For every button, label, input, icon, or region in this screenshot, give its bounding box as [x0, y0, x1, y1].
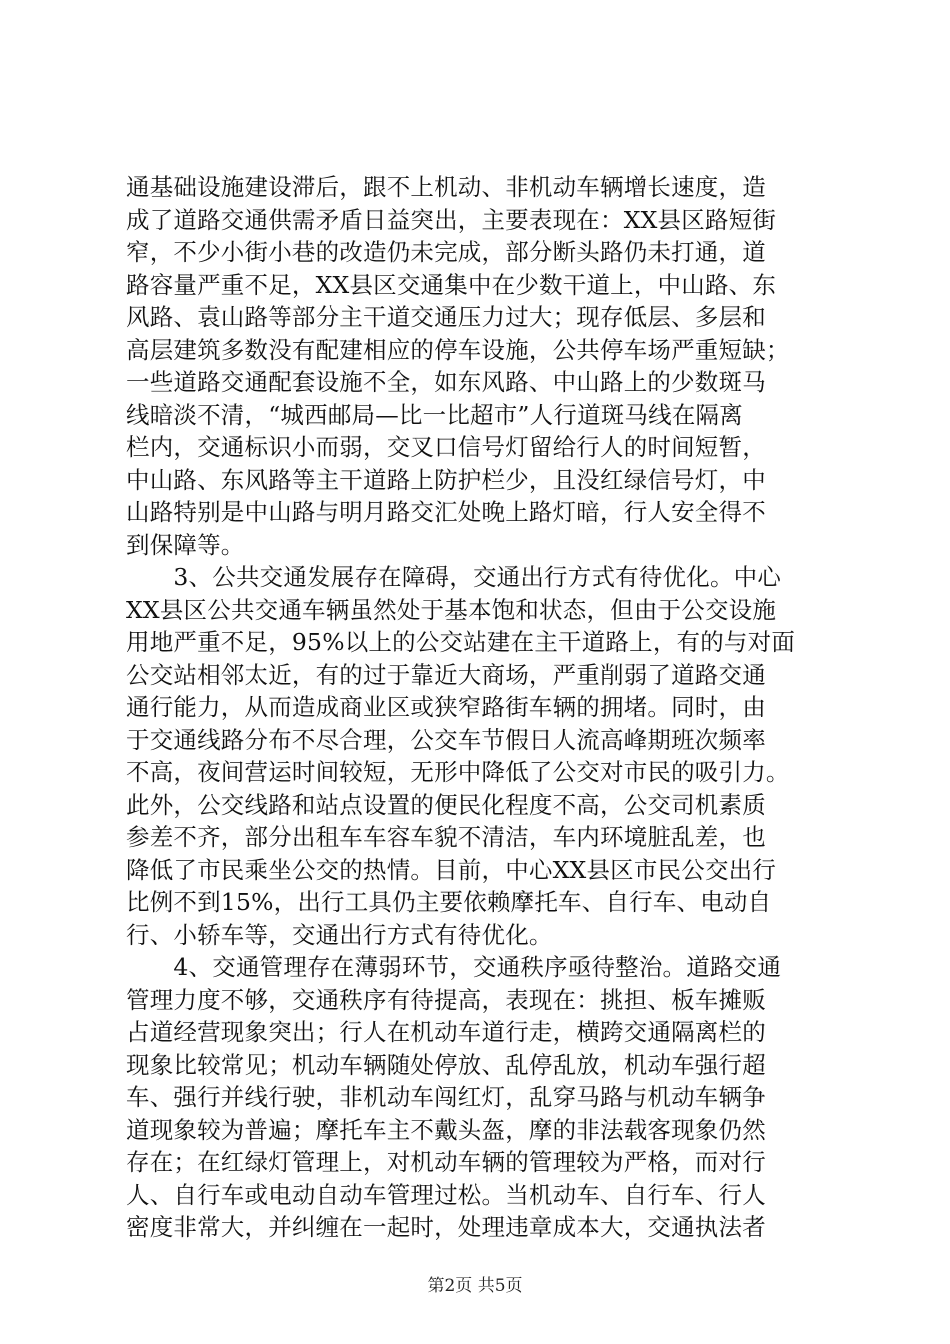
text-line: 通行能力，从而造成商业区或狭窄路街车辆的拥堵。同时，由 — [126, 693, 766, 721]
text-line: 比例不到15%，出行工具仍主要依赖摩托车、自行车、电动自 — [126, 888, 772, 916]
text-line: 现象比较常见；机动车辆随处停放、乱停乱放，机动车强行超 — [126, 1050, 766, 1079]
text-line: 4、交通管理存在薄弱环节，交通秩序亟待整治。道路交通 — [126, 953, 782, 981]
text-line: 一些道路交通配套设施不全，如东风路、中山路上的少数斑马 — [126, 368, 766, 396]
text-line: 高层建筑多数没有配建相应的停车设施，公共停车场严重短缺； — [126, 335, 790, 364]
text-line: 中山路、东风路等主干道路上防护栏少，且没红绿信号灯，中 — [126, 465, 766, 494]
text-line: 于交通线路分布不尽合理，公交车节假日人流高峰期班次频率 — [126, 725, 766, 754]
text-line: 占道经营现象突出；行人在机动车道行走，横跨交通隔离栏的 — [126, 1018, 766, 1046]
text-line: 道现象较为普遍；摩托车主不戴头盔，摩的非法载客现象仍然 — [126, 1115, 766, 1144]
text-line: 存在；在红绿灯管理上，对机动车辆的管理较为严格，而对行 — [126, 1148, 766, 1176]
text-line: 通基础设施建设滞后，跟不上机动、非机动车辆增长速度，造 — [126, 173, 766, 201]
text-line: 风路、袁山路等部分主干道交通压力过大；现存低层、多层和 — [126, 303, 766, 331]
text-line: XX县区公共交通车辆虽然处于基本饱和状态，但由于公交设施 — [126, 595, 777, 624]
text-line: 3、公共交通发展存在障碍，交通出行方式有待优化。中心 — [126, 563, 782, 591]
text-line: 窄，不少小街小巷的改造仍未完成，部分断头路仍未打通，道 — [126, 238, 766, 266]
text-line: 降低了市民乘坐公交的热情。目前，中心XX县区市民公交出行 — [126, 855, 777, 884]
text-line: 车、强行并线行驶，非机动车闯红灯，乱穿马路与机动车辆争 — [126, 1083, 766, 1111]
text-line: 成了道路交通供需矛盾日益突出，主要表现在：XX县区路短街 — [126, 205, 777, 234]
document-body — [126, 171, 838, 1244]
text-line: 公交站相邻太近，有的过于靠近大商场，严重削弱了道路交通 — [126, 660, 766, 689]
text-line: 路容量严重不足，XX县区交通集中在少数干道上，中山路、东 — [126, 270, 777, 299]
text-line: 栏内，交通标识小而弱，交叉口信号灯留给行人的时间短暂， — [126, 433, 766, 461]
text-line: 参差不齐，部分出租车车容车貌不清洁，车内环境脏乱差，也 — [126, 823, 766, 851]
text-line: 线暗淡不清，“城西邮局—比一比超市”人行道斑马线在隔离 — [126, 400, 743, 429]
text-line: 山路特别是中山路与明月路交汇处晚上路灯暗，行人安全得不 — [126, 498, 766, 526]
text-line: 人、自行车或电动自动车管理过松。当机动车、自行车、行人 — [126, 1180, 766, 1209]
text-line: 密度非常大，并纠缠在一起时，处理违章成本大，交通执法者 — [126, 1213, 766, 1241]
text-line: 此外，公交线路和站点设置的便民化程度不高，公交司机素质 — [126, 790, 766, 819]
text-line: 管理力度不够，交通秩序有待提高，表现在：挑担、板车摊贩 — [126, 985, 766, 1014]
text-line: 不高，夜间营运时间较短，无形中降低了公交对市民的吸引力。 — [126, 758, 790, 786]
text-line: 到保障等。 — [126, 530, 245, 559]
text-line: 行、小轿车等，交通出行方式有待优化。 — [126, 920, 553, 949]
page-footer: 第2页 共5页 — [427, 1276, 523, 1296]
text-line: 用地严重不足，95%以上的公交站建在主干道路上，有的与对面 — [126, 628, 796, 656]
